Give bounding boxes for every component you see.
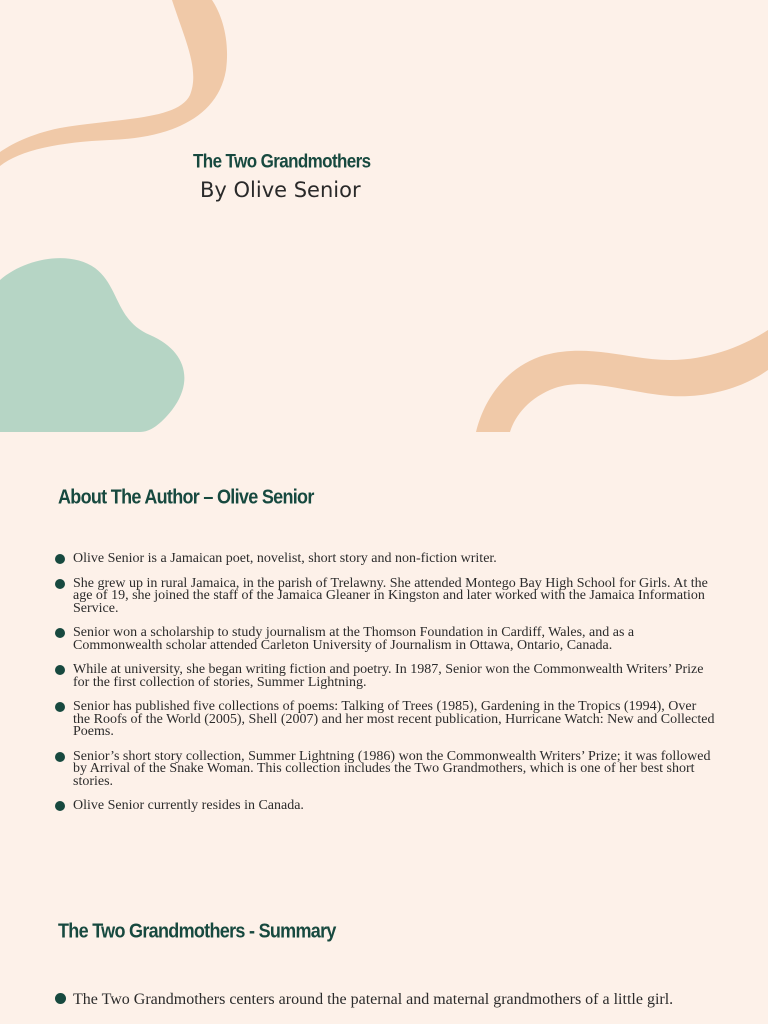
peach-swoosh-bottom: [476, 330, 768, 432]
list-item: [55, 664, 715, 689]
bullet-text: Olive Senior is a Jamaican poet, novelist, short story and non-fiction writer.: [73, 551, 497, 566]
bullet-dot-icon: [55, 752, 65, 762]
list-item: [55, 553, 715, 566]
presentation-title: The Two Grandmothers: [193, 150, 371, 172]
bullet-text: Olive Senior currently resides in Canada.: [73, 798, 304, 813]
bullet-text: The Two Grandmothers centers around the paternal and maternal grandmothers of a little girl.: [73, 991, 674, 1008]
list-item: [55, 992, 715, 1008]
decorative-shapes: [0, 0, 768, 432]
summary-slide: [0, 874, 768, 1024]
bullet-text: Senior won a scholarship to study journalism at the Thomson Foundation in Cardiff, Wales, and as a Commonwealth scholar attended Carleton University of Journalism in Ottawa, Ontario, Canada.: [73, 625, 635, 653]
author-byline: By Olive Senior: [200, 178, 361, 202]
title-slide: [0, 0, 768, 432]
bullet-dot-icon: [55, 993, 66, 1004]
bullet-text: While at university, she began writing fiction and poetry. In 1987, Senior won the Commonwealth Writers’ Prize for the first collection of stories, Summer Lightning.: [73, 662, 704, 690]
bullet-dot-icon: [55, 628, 65, 638]
bullet-dot-icon: [55, 579, 65, 589]
list-item: [55, 748, 715, 789]
green-blob: [0, 258, 184, 432]
bullet-dot-icon: [55, 801, 65, 811]
about-author-heading: About The Author – Olive Senior: [58, 485, 314, 508]
bullet-dot-icon: [55, 702, 65, 712]
about-author-slide: [0, 432, 768, 874]
list-item: [55, 575, 715, 616]
list-item: [55, 627, 715, 652]
bullet-text: Senior’s short story collection, Summer Lightning (1986) won the Commonwealth Writers’ Prize; it was followed by Arrival of the Snake Woman. This collection includes the Two Grandmothers, which is one of her best short stories.: [73, 748, 711, 789]
list-item: [55, 701, 715, 739]
summary-heading: The Two Grandmothers - Summary: [58, 919, 336, 942]
list-item: [55, 800, 715, 813]
bullet-dot-icon: [55, 554, 65, 564]
author-bullet-list: [55, 553, 715, 825]
peach-swoosh-top: [0, 0, 227, 166]
bullet-text: She grew up in rural Jamaica, in the parish of Trelawny. She attended Montego Bay High School for Girls. At the age of 19, she joined the staff of the Jamaica Gleaner in Kingston and later worked with the Jamaica Information Service.: [73, 575, 708, 616]
bullet-dot-icon: [55, 665, 65, 675]
summary-bullet-list: [55, 992, 715, 1020]
bullet-text: Senior has published five collections of poems: Talking of Trees (1985), Gardening in the Tropics (1994), Over the Roofs of the World (2005), Shell (2007) and her most recent publication, Hurricane Watch: New and Collected Poems.: [73, 699, 715, 739]
